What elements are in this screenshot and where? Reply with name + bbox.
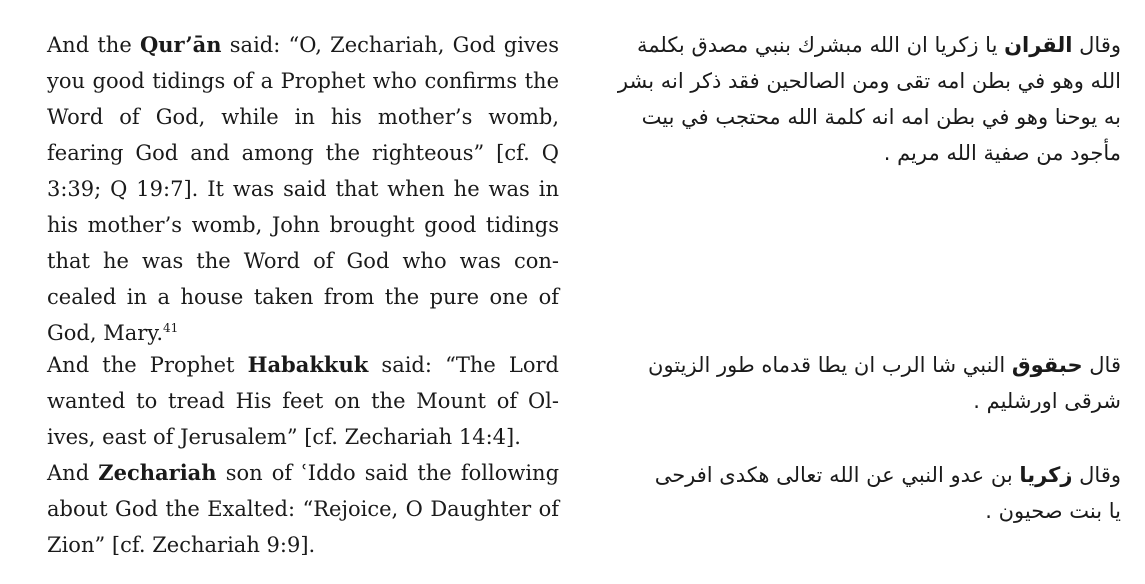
arabic-paragraph-zechariah (646, 457, 1121, 529)
arabic-speaker-name-quran: القران (1004, 33, 1073, 57)
arabic-text: يا زكريا ان الله مبشرك بنبي مصدق بكلمة الله وهو في بطن امه تقى ومن الصالحين فقد ذكر انه بشر به يوحنا وهو في بطن امه انه كلمة الله محتجب في بيت مأجود من صفية الله مريم . (617, 33, 1121, 165)
english-lead: And the (47, 33, 140, 57)
english-lead: And the Prophet (47, 353, 248, 377)
speaker-name-quran: Qur’ān (139, 32, 222, 57)
english-paragraph-quran (47, 27, 559, 351)
speaker-name-habakkuk: Habakkuk (247, 352, 369, 377)
english-text: son of ʿIddo said the following about God the Exalted: “Rejoice, O Daughter of Zion” [cf. Zechariah 9:9]. (47, 461, 560, 557)
arabic-lead: قال (1082, 353, 1121, 377)
arabic-paragraph-quran (601, 27, 1121, 171)
english-text: said: “The Lord wanted to tread His feet on the Mount of Olives, east of Jerusalem” [cf. Zechariah 14:4]. (47, 353, 560, 449)
arabic-text: النبي شا الرب ان يطا قدماه طور الزيتون شرقى اورشليم . (648, 353, 1121, 413)
english-paragraph-zechariah (47, 455, 559, 563)
english-lead: And (47, 461, 99, 485)
english-text: said: “O, Zechariah, God gives you good tidings of a Prophet who confirms the Word of God, while in his mother’s womb, fearing God and among the righteous” [cf. Q 3:39; Q 19:7]. It was said that when he was in his mother’s womb, John brought good tidings that he was the Word of God who was concealed in a house taken from the pure one of God, Mary. (47, 33, 559, 345)
speaker-name-zechariah: Zechariah (98, 460, 217, 485)
arabic-lead: وقال (1072, 33, 1121, 57)
arabic-lead: وقال (1072, 463, 1121, 487)
arabic-speaker-name-zechariah: زكريا (1019, 463, 1073, 487)
arabic-text: بن عدو النبي عن الله تعالى هكدى افرحى يا بنت صحيون . (654, 463, 1121, 523)
footnote-marker[interactable]: 41 (163, 321, 179, 335)
arabic-speaker-name-habakkuk: حبقوق (1011, 353, 1083, 377)
arabic-paragraph-habakkuk (646, 347, 1121, 419)
english-paragraph-habakkuk (47, 347, 559, 455)
